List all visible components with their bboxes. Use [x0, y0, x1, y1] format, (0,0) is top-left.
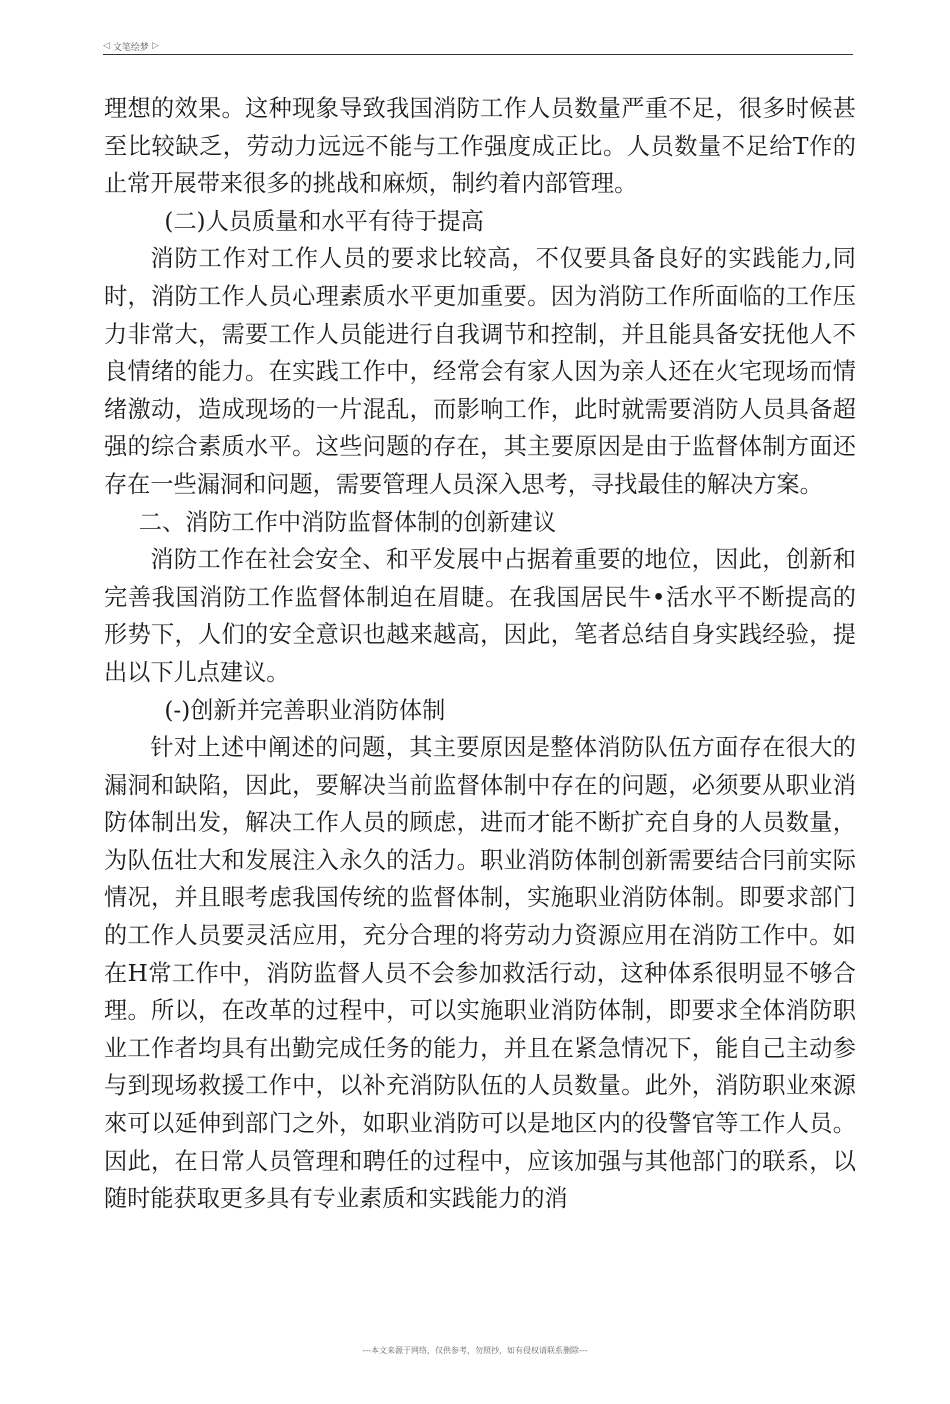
paragraph: 消防工作对工作人员的要求比较高，不仅要具备良好的实践能力,同时，消防工作人员心理素质水平更加重要。因为消防工作所面临的工作压力非常大，需要工作人员能进行自我调节和控制，并且能具备安抚他人不良情绪的能力。在实践工作中，经常会有家人因为亲人还在火宅现场而情绪激动，造成现场的一片混乱，而影响工作，此时就需要消防人员具备超强的综合素质水平。这些问题的存在，其主要原因是由于监督体制方面还存在一些漏洞和问题，需要管理人员深入思考，寻找最佳的解决方案。 [104, 245, 856, 498]
header-divider [103, 54, 853, 55]
header-title: 文笔绘梦 [112, 42, 149, 53]
paragraph: 针对上述中阐述的问题，其主要原因是整体消防队伍方面存在很大的漏洞和缺陷，因此，要解决当前监督体制中存在的问题，必须要从职业消防体制出发，解决工作人员的顾虑，进而才能不断扩充自身的人员数量，为队伍壮大和发展注入永久的活力。职业消防体制创新需要结合冃前实际情况，并且眼考虑我国传统的监督体制，实施职业消防体制。即要求部门的工作人员要灵活应用，充分合理的将劳动力资源应用在消防工作中。如在H常工作中，消防监督人员不会参加救活行动，这种体系很明显不够合理。所以，在改革的过程中，可以实施职业消防体制，即要求全体消防职业工作者均具有出勤完成任务的能力，并且在紧急情况下，能自己主动参与到现场救援工作中，以补充消防队伍的人员数量。此外，消防职业來源來可以延伸到部门之外，如职业消防可以是地区内的役警官等工作人员。因此，在日常人员管理和聘任的过程中，应该加强与其他部门的联系，以随时能获取更多具有专业素质和实践能力的消 [104, 734, 856, 1213]
subsection-heading: (-)创新并完善职业消防体制 [164, 696, 446, 724]
document-body [104, 90, 856, 1218]
right-triangle-icon: ▷ [151, 41, 159, 51]
paragraph: 理想的效果。这种现象导致我国消防工作人员数量严重不足，很多时候甚至比较缺乏，劳动力远远不能与工作强度成正比。人员数量不足给T作的止常开展带来很多的挑战和麻烦，制约着内部管理。 [104, 95, 856, 198]
paragraph: 消防工作在社会安全、和平发展中占据着重要的地位，因此，创新和完善我国消防工作监督体制迫在眉睫。在我国居民牛•活水平不断提高的形势下，人们的安全意识也越来越高，因此，笔者总结自身实践经验，提出以下儿点建议。 [104, 546, 856, 686]
page-header [103, 38, 853, 54]
section-heading: 二、消防工作中消防监督体制的创新建议 [138, 508, 557, 536]
subsection-heading: (二)人员质量和水平有待于提高 [164, 207, 484, 235]
page-footer: ---本文来源于网络，仅供参考，勿照抄，如有侵权请联系删除--- [362, 1346, 588, 1355]
left-triangle-icon: ◁ [103, 41, 110, 51]
